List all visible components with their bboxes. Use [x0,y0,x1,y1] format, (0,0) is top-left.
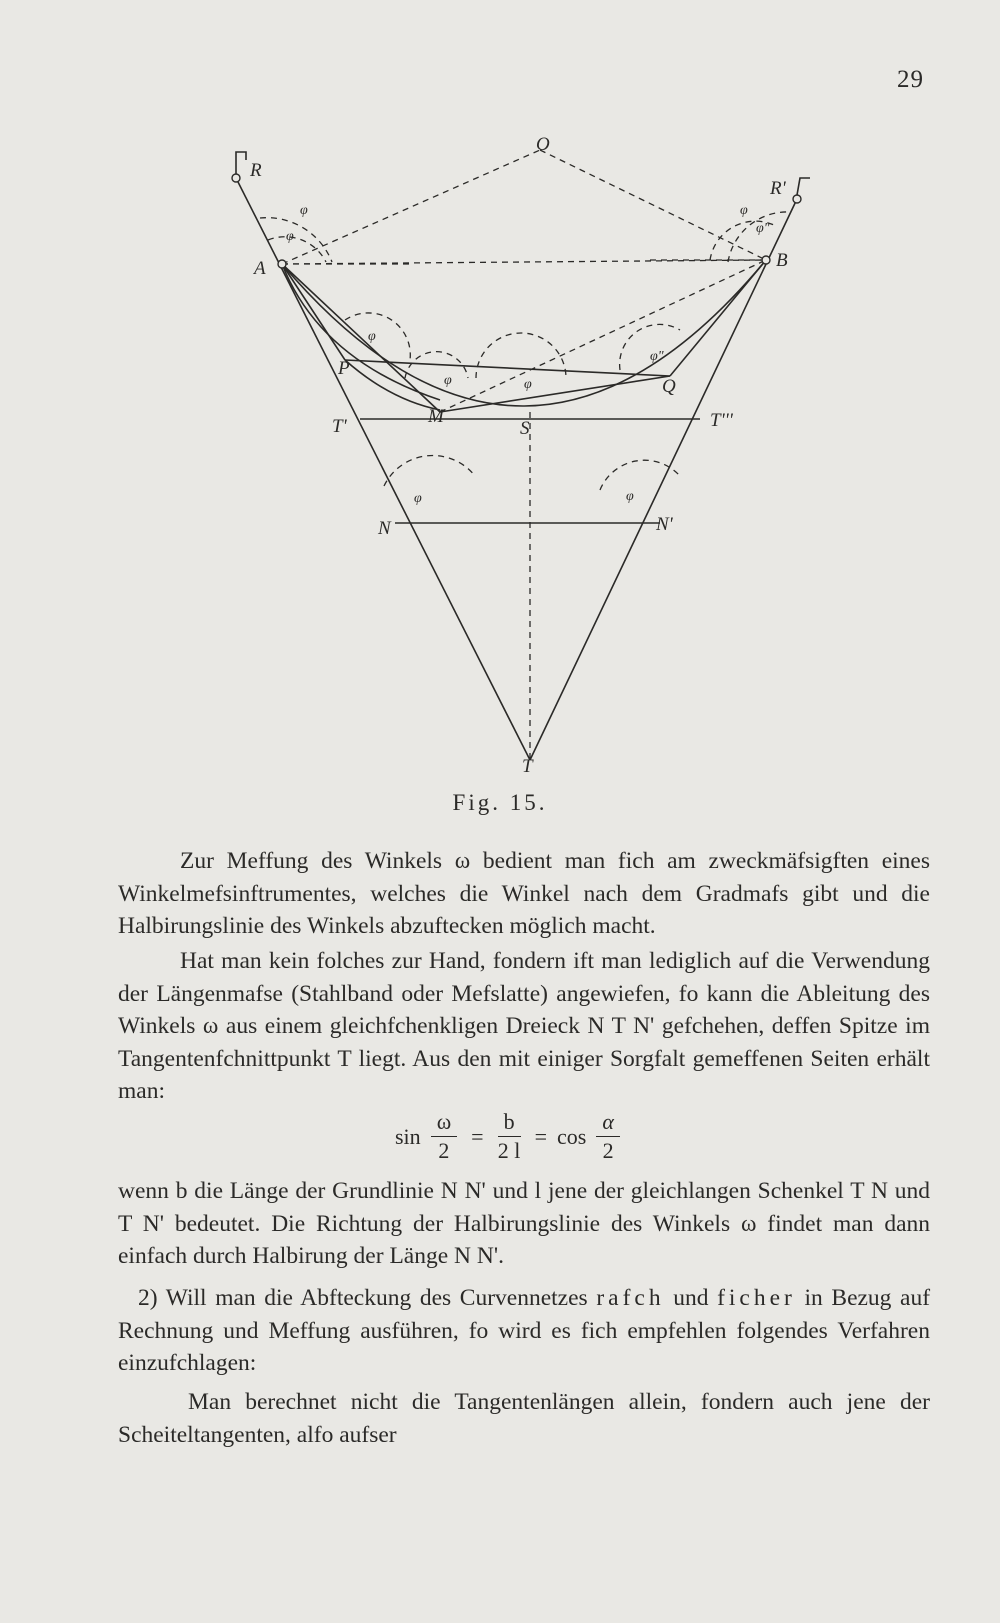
paragraph-1 [118,845,930,943]
formula-cos: cos [557,1123,587,1149]
angle-arc-mid-2 [476,333,566,378]
angle-label-n: φ [414,491,422,506]
chord-a-p [282,264,345,360]
chord-m-q [440,376,670,412]
flag-r [236,152,246,174]
formula-equals-1: = [471,1123,484,1149]
angle-label-q: φ" [650,349,664,364]
spaced-word-rasch: rafch [596,1285,665,1311]
point-b [762,256,770,264]
paragraph-4-text [118,1282,930,1380]
paragraph-1-text: Zur Meffung des Winkels ω bedient man fich am zweckmäfsigften eines Winkelmefsinftrumentes, welches die Winkel nach dem Gradmafs gibt und die Halbirungslinie des Winkels abzuftecken möglich macht. [118,848,930,939]
label-q: Q [662,376,676,397]
point-r-prime [793,195,801,203]
formula-two-a: 2 [438,1138,450,1163]
paragraph-5 [118,1386,930,1451]
angle-label-n-prime: φ [626,489,634,504]
flag-r-prime [797,178,810,195]
formula [395,1110,624,1163]
figure-caption: Fig. 15. [452,790,548,815]
chord-a-m [282,264,440,412]
label-m: M [428,406,444,427]
formula-sin: sin [395,1123,421,1149]
angle-label-a-outer: φ [300,203,308,218]
spaced-word-sicher: ficher [717,1285,796,1311]
label-n-prime: N' [656,514,673,535]
fraction-b-2l [498,1110,521,1163]
label-b: B [776,250,788,271]
paragraph-4-end: in Bezug auf Rechnung und Meffung ausführen, fo wird es fich empfehlen folgendes Verfahren einzufchlagen: [118,1285,931,1376]
fraction-alpha-2 [596,1110,620,1163]
paragraph-2 [118,945,930,1108]
formula-two-b: 2 [602,1138,614,1163]
word-und: und [673,1285,709,1311]
label-t-prime: T' [332,416,347,437]
point-r [232,174,240,182]
tangent-line-right [530,199,797,760]
formula-alpha: α [596,1110,620,1137]
angle-label-mid-1: φ [444,373,452,388]
label-r: R [250,160,262,181]
angle-arc-n [384,455,475,486]
curve-arc-ap [282,264,440,400]
formula-two-l: 2 l [497,1138,521,1163]
paragraph-5-text: Man berechnet nicht die Tangentenlängen allein, fondern auch jene der Scheiteltangenten, alfo aufser [118,1389,930,1448]
angle-label-b-outer: φ [740,203,748,218]
curve-staking-figure [0,0,1000,800]
angle-label-mid-2: φ [524,377,532,392]
point-a [278,260,286,268]
angle-arc-n-prime [600,460,680,490]
label-t-triple: T''' [710,410,733,431]
label-a: A [254,258,266,279]
label-p: P [338,358,350,379]
paragraph-3-text: wenn b die Länge der Grundlinie N N' und l jene der gleichlangen Schenkel T N und T N' bedeutet. Die Richtung der Halbirungslinie des Winkels ω findet man dann einfach durch Halbirung der Länge N N'. [118,1178,930,1269]
formula-omega: ω [431,1110,457,1137]
label-n: N [378,518,391,539]
formula-b: b [498,1110,521,1137]
paragraph-2-text: Hat man kein folches zur Hand, fondern ift man lediglich auf die Verwendung der Längenmafse (Stahlband oder Mefslatte) angewiefen, fo kann die Ableitung des Winkels ω aus einem gleichfchenkligen Dreieck N T N' gefchehen, deffen Spitze im Tangentenfchnittpunkt T liegt. Aus den mit einiger Sorgfalt gemeffenen Seiten erhält man: [118,948,930,1104]
angle-label-a-inner: φ [286,229,294,244]
label-t: T [522,756,533,777]
dashed-chord-a-b [282,260,766,264]
label-r-prime: R' [770,178,786,199]
page-number: 29 [897,66,924,93]
angle-label-b-inner: φ" [756,221,770,236]
angle-label-p: φ [368,329,376,344]
paragraph-4-start: 2) Will man die Abfteckung des Curvennetzes [138,1285,588,1311]
paragraph-4 [118,1282,930,1380]
formula-equals-2: = [534,1123,548,1149]
dashed-line-o-b [540,150,766,260]
label-o: O [536,134,550,155]
paragraph-3 [118,1175,930,1273]
dashed-line-a-o [282,150,540,264]
dashed-line-m-b [440,260,766,412]
fraction-omega-2 [431,1110,457,1163]
chord-q-b [670,260,766,376]
label-s: S [520,418,530,439]
